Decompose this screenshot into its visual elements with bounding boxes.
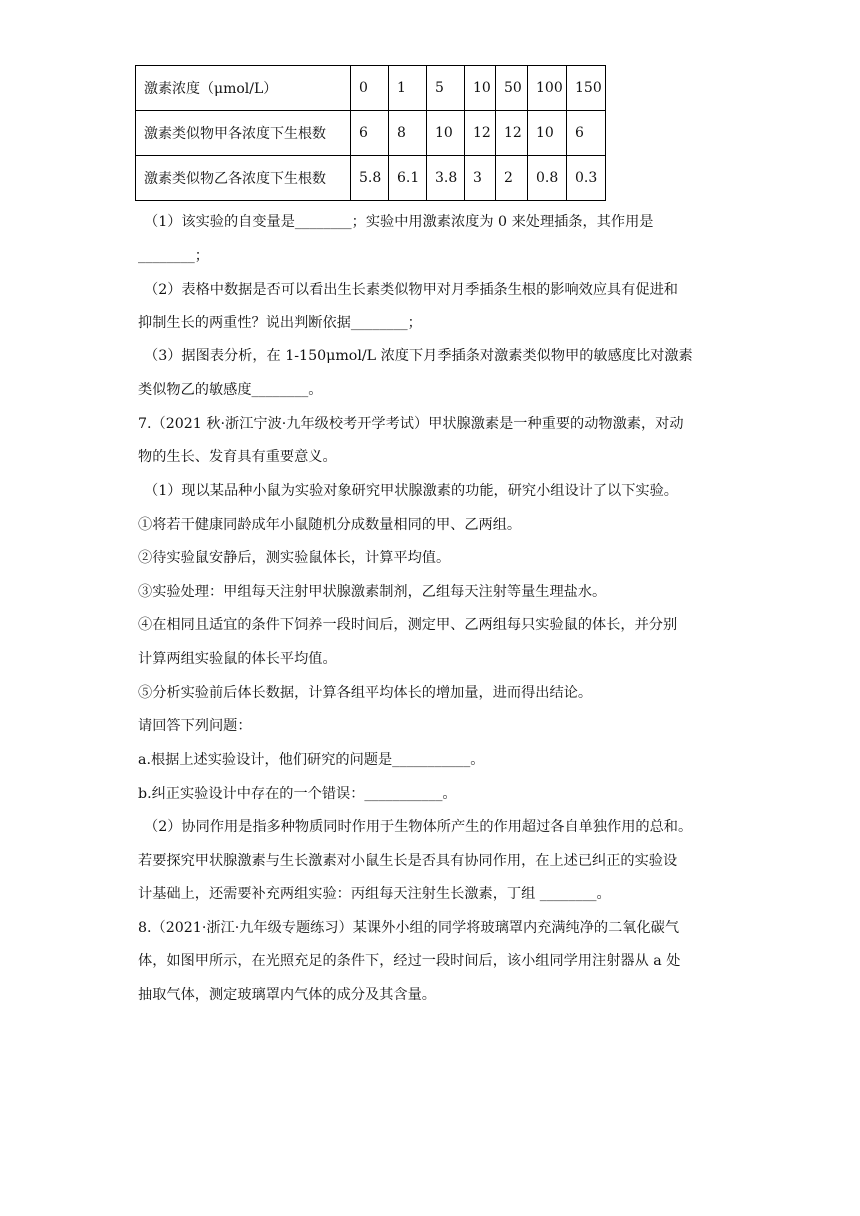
table-cell: 6.1 — [389, 156, 427, 201]
row-label: 激素浓度（μmol/L） — [136, 66, 351, 111]
q8-line3: 抽取气体，测定玻璃罩内气体的成分及其含量。 — [138, 987, 436, 1003]
q7-step1: ①将若干健康同龄成年小鼠随机分成数量相同的甲、乙两组。 — [138, 517, 522, 533]
table-cell: 10 — [427, 111, 465, 156]
q7-question-a: a.根据上述实验设计，他们研究的问题是___________。 — [138, 752, 485, 768]
table-cell: 10 — [528, 111, 567, 156]
q7-answer-prompt: 请回答下列问题： — [138, 718, 252, 734]
table-cell: 50 — [496, 66, 528, 111]
table-cell: 5.8 — [351, 156, 389, 201]
table-body — [136, 66, 606, 201]
q7-question-b: b.纠正实验设计中存在的一个错误：___________。 — [138, 786, 457, 802]
q7-step5: ⑤分析实验前后体长数据，计算各组平均体长的增加量，进而得出结论。 — [138, 685, 593, 701]
table-row — [136, 66, 606, 111]
table-cell: 0 — [351, 66, 389, 111]
q7-part2-line3: 计基础上，还需要补充两组实验：丙组每天注射生长激素，丁组 ________。 — [138, 886, 611, 902]
q6-sub3-line1: （3）据图表分析，在 1-150μmol/L 浓度下月季插条对激素类似物甲的敏感度比对激素 — [144, 348, 693, 364]
q6-sub1-line1: （1）该实验的自变量是________；实验中用激素浓度为 0 来处理插条，其作用是 — [144, 214, 654, 230]
q6-sub2-line1: （2）表格中数据是否可以看出生长素类似物甲对月季插条生根的影响效应具有促进和 — [144, 282, 678, 298]
q7-step4-line1: ④在相同且适宜的条件下饲养一段时间后，测定甲、乙两组每只实验鼠的体长，并分别 — [138, 617, 678, 633]
q7-part2-line1: （2）协同作用是指多种物质同时作用于生物体所产生的作用超过各自单独作用的总和。 — [144, 819, 693, 835]
table-cell: 150 — [567, 66, 606, 111]
table-cell: 10 — [465, 66, 496, 111]
q7-part2-line2: 若要探究甲状腺激素与生长激素对小鼠生长是否具有协同作用，在上述已纠正的实验设 — [138, 853, 678, 869]
table-cell: 5 — [427, 66, 465, 111]
table-cell: 3.8 — [427, 156, 465, 201]
table-cell: 100 — [528, 66, 567, 111]
table-cell: 12 — [496, 111, 528, 156]
q8-line2: 体，如图甲所示，在光照充足的条件下，经过一段时间后，该小组同学用注射器从 a 处 — [138, 953, 681, 969]
q7-step4-line2: 计算两组实验鼠的体长平均值。 — [138, 651, 337, 667]
q8-line1: 8.（2021·浙江·九年级专题练习）某课外小组的同学将玻璃罩内充满纯净的二氧化碳气 — [138, 920, 680, 936]
table-cell: 6 — [567, 111, 606, 156]
table-cell: 2 — [496, 156, 528, 201]
table-cell: 0.3 — [567, 156, 606, 201]
row-label: 激素类似物乙各浓度下生根数 — [136, 156, 351, 201]
row-label: 激素类似物甲各浓度下生根数 — [136, 111, 351, 156]
q6-sub2-line2: 抑制生长的两重性？说出判断依据________； — [138, 315, 422, 331]
table-row — [136, 111, 606, 156]
q7-part1-intro: （1）现以某品种小鼠为实验对象研究甲状腺激素的功能，研究小组设计了以下实验。 — [144, 483, 678, 499]
table-cell: 0.8 — [528, 156, 567, 201]
q7-heading-line2: 物的生长、发育具有重要意义。 — [138, 449, 337, 465]
table-cell: 8 — [389, 111, 427, 156]
table-cell: 6 — [351, 111, 389, 156]
table-cell: 1 — [389, 66, 427, 111]
table-cell: 3 — [465, 156, 496, 201]
table-cell: 12 — [465, 111, 496, 156]
q7-step3: ③实验处理：甲组每天注射甲状腺激素制剂，乙组每天注射等量生理盐水。 — [138, 584, 607, 600]
table-row — [136, 156, 606, 201]
q6-sub1-line2: ________； — [138, 248, 209, 264]
hormone-rooting-table — [135, 65, 606, 201]
q7-heading-line1: 7.（2021 秋·浙江宁波·九年级校考开学考试）甲状腺激素是一种重要的动物激素，对动 — [138, 416, 684, 432]
q6-sub3-line2: 类似物乙的敏感度________。 — [138, 382, 323, 398]
q7-step2: ②待实验鼠安静后，测实验鼠体长，计算平均值。 — [138, 550, 451, 566]
